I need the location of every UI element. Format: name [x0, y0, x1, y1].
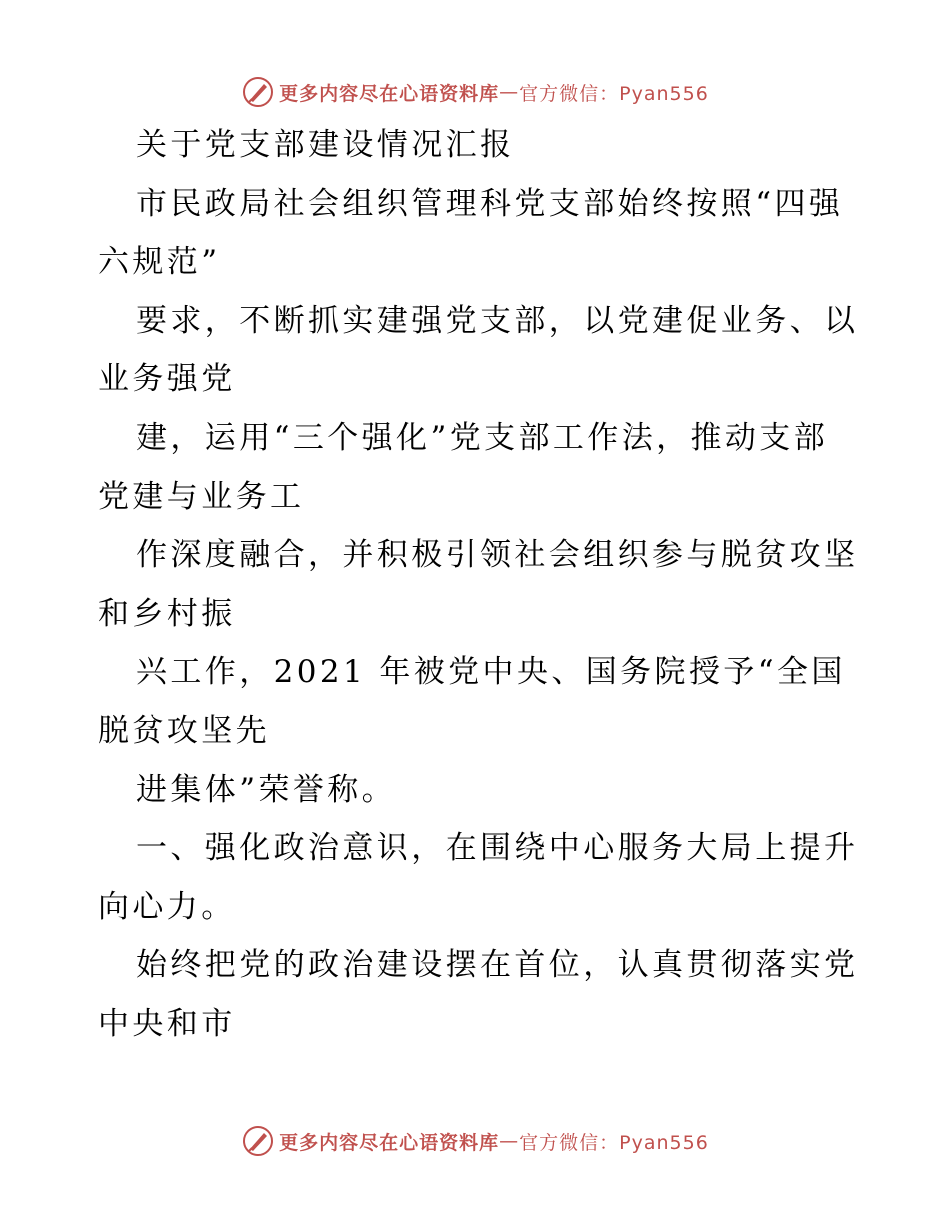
doc-line: 进集体”荣誉称。 [136, 771, 397, 808]
doc-line: 建，运用“三个强化”党支部工作法，推动支部 [136, 419, 829, 456]
feather-pen-seal-icon [241, 75, 275, 109]
footer-watermark-banner [0, 1121, 950, 1161]
document-body [98, 116, 858, 1054]
doc-line: 和乡村振 [98, 595, 236, 632]
banner-separator: — [499, 1130, 520, 1152]
doc-line: 市民政局社会组织管理科党支部始终按照“四强 [136, 185, 844, 222]
doc-line: 脱贫攻坚先 [98, 712, 270, 749]
header-watermark-banner [0, 72, 950, 112]
doc-line: 始终把党的政治建设摆在首位，认真贯彻落实党 [136, 947, 859, 984]
doc-line: 中央和市 [98, 1005, 236, 1042]
doc-line: 要求，不断抓实建强党支部，以党建促业务、以 [136, 302, 859, 339]
doc-line: 党建与业务工 [98, 478, 305, 515]
banner-brand: 更多内容尽在心语资料库 [279, 82, 500, 105]
banner-separator: — [499, 81, 520, 103]
doc-line: 六规范” [98, 244, 221, 281]
doc-line: 兴工作，2021 年被党中央、国务院授予“全国 [136, 654, 846, 691]
banner-subtitle: 官方微信：Pyan556 [519, 1131, 709, 1154]
doc-line: 关于党支部建设情况汇报 [136, 127, 515, 163]
feather-pen-seal-icon [241, 1124, 275, 1158]
banner-subtitle: 官方微信：Pyan556 [519, 82, 709, 105]
banner-brand: 更多内容尽在心语资料库 [279, 1131, 500, 1154]
doc-line: 一、强化政治意识，在围绕中心服务大局上提升 [136, 830, 859, 867]
doc-line: 作深度融合，并积极引领社会组织参与脱贫攻坚 [136, 537, 859, 574]
doc-line: 向心力。 [98, 888, 236, 925]
doc-line: 业务强党 [98, 361, 236, 398]
